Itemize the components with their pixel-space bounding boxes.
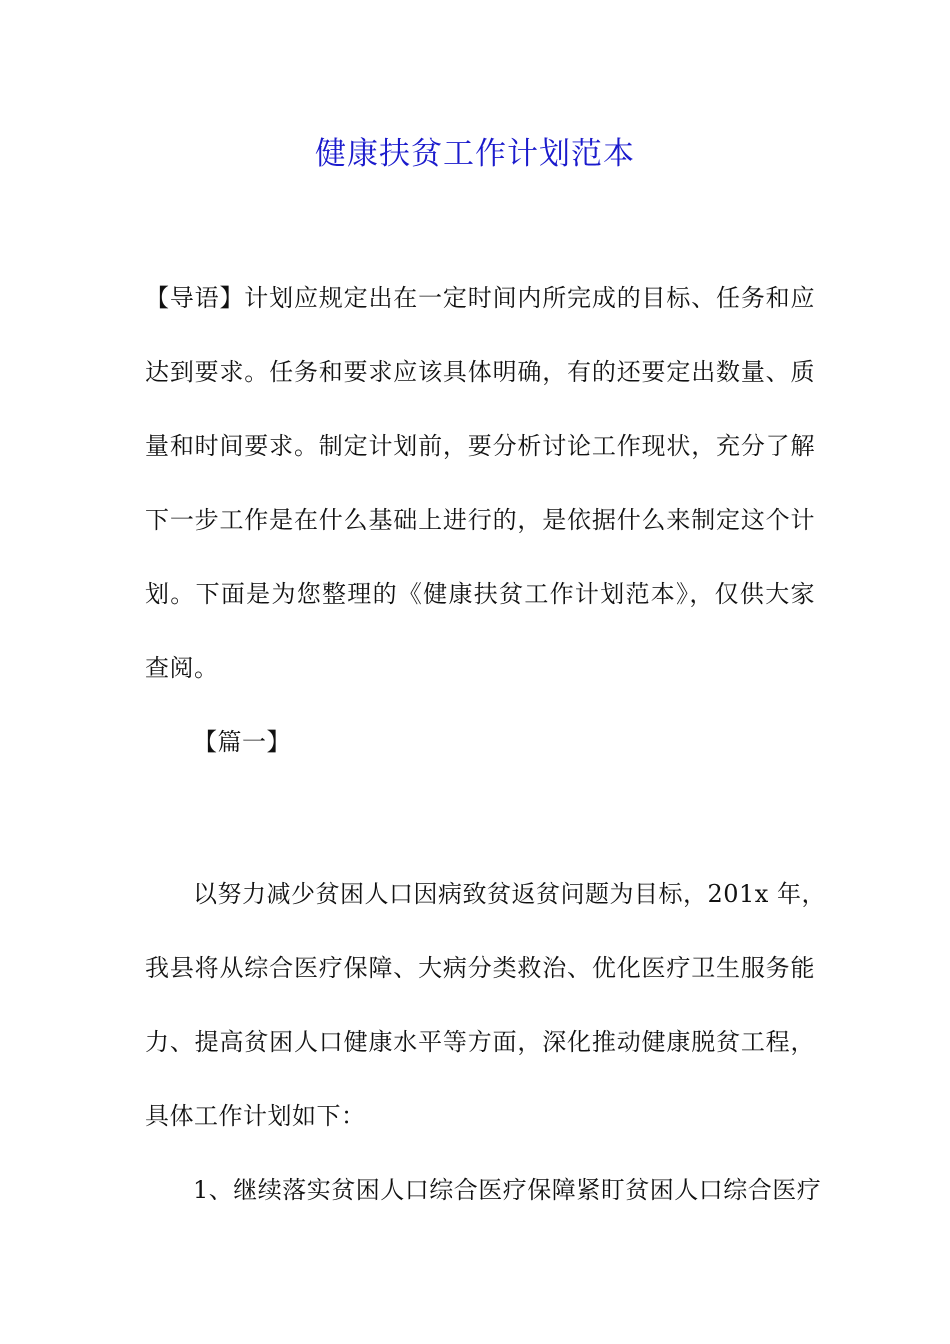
- intro-line-5: 划。下面是为您整理的《健康扶贫工作计划范本》，仅供大家: [145, 580, 815, 608]
- body-line-1: 以努力减少贫困人口因病致贫返贫问题为目标，201x 年，: [193, 880, 826, 908]
- section-heading: 【篇一】: [193, 728, 291, 756]
- body-line-4: 具体工作计划如下：: [145, 1102, 366, 1130]
- intro-line-1: 【导语】计划应规定出在一定时间内所完成的目标、任务和应: [145, 284, 815, 312]
- intro-line-4: 下一步工作是在什么基础上进行的，是依据什么来制定这个计: [145, 506, 815, 534]
- intro-line-6: 查阅。: [145, 654, 219, 682]
- intro-line-2: 达到要求。任务和要求应该具体明确，有的还要定出数量、质: [145, 358, 815, 386]
- intro-line-3: 量和时间要求。制定计划前，要分析讨论工作现状，充分了解: [145, 432, 815, 460]
- body-line-2: 我县将从综合医疗保障、大病分类救治、优化医疗卫生服务能: [145, 954, 815, 982]
- item-1-line: 1、继续落实贫困人口综合医疗保障紧盯贫困人口综合医疗: [193, 1176, 822, 1204]
- document-title: 健康扶贫工作计划范本: [315, 136, 635, 172]
- body-line-3: 力、提高贫困人口健康水平等方面，深化推动健康脱贫工程，: [145, 1028, 815, 1056]
